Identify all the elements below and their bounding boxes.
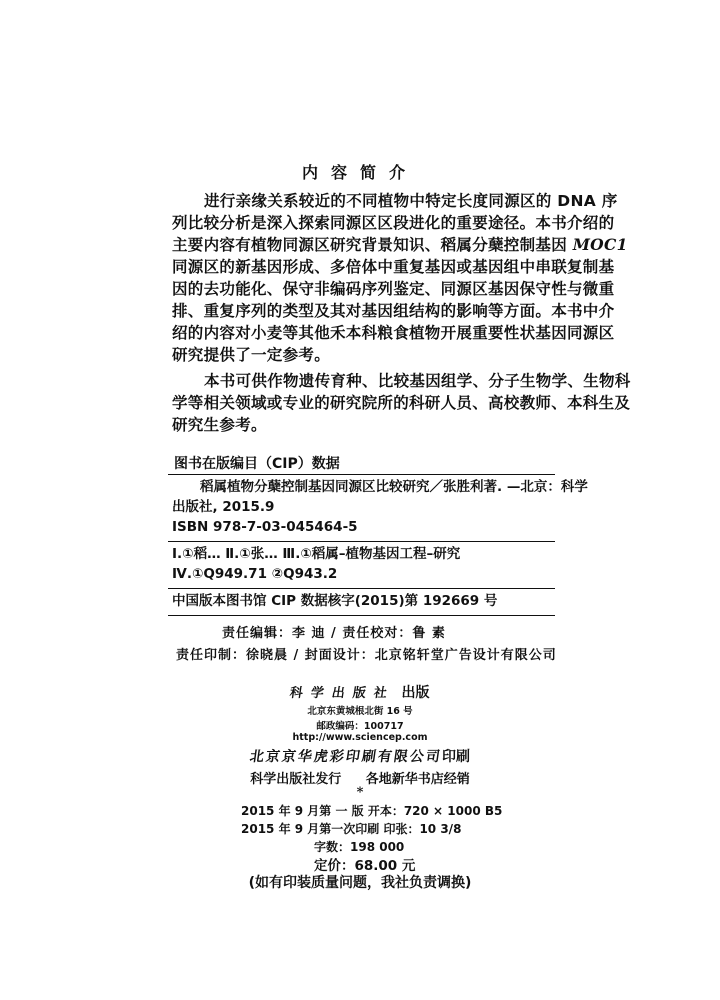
summary-line: 绍的内容对小麦等其他禾本科粮食植物开展重要性状基因同源区 <box>172 324 615 342</box>
quality-notice: (如有印装质量问题，我社负责调换) <box>248 875 472 891</box>
publisher-address: 北京东黄城根北街 16 号 <box>307 706 413 717</box>
publisher-suffix: 出版 <box>401 685 430 701</box>
cip-line: 稻属植物分蘖控制基因同源区比较研究／张胜利著. —北京：科学 <box>200 479 588 495</box>
divider <box>168 588 555 589</box>
cip-line: 出版社, 2015.9 <box>172 499 275 515</box>
cip-classification: Ⅳ.①Q949.71 ②Q943.2 <box>172 566 338 582</box>
cip-record-number: 中国版本图书馆 CIP 数据核字(2015)第 192669 号 <box>172 593 498 609</box>
gene-name: MOC1 <box>572 235 628 254</box>
word-count: 字数：198 000 <box>314 840 405 854</box>
divider <box>168 615 555 616</box>
summary-line-text: 主要内容有植物同源区研究背景知识、稻属分蘖控制基因 <box>172 236 573 254</box>
summary-line: 因的去功能化、保守非编码序列鉴定、同源区基因保守性与微重 <box>172 280 615 298</box>
distribution-line: 科学出版社发行 各地新华书店经销 <box>250 772 470 787</box>
summary-line: 列比较分析是深入探索同源区区段进化的重要途径。本书介绍的 <box>172 214 615 232</box>
price: 定价：68.00 元 <box>314 858 416 874</box>
publisher-url: http://www.sciencep.com <box>292 732 428 743</box>
summary-line: 学等相关领域或专业的研究院所的科研人员、高校教师、本科生及 <box>172 394 631 412</box>
credit-production: 责任印制：徐晓晨 / 封面设计：北京铭轩堂广告设计有限公司 <box>176 648 557 663</box>
printer-logo-text: 北京京华虎彩印刷有限公司 <box>248 749 443 765</box>
divider <box>168 541 555 542</box>
summary-line: 同源区的新基因形成、多倍体中重复基因或基因组中串联复制基 <box>172 258 615 276</box>
edition-line: 2015 年 9 月第 一 版 开本：720 × 1000 B5 <box>241 804 503 818</box>
summary-line: 研究提供了一定参考。 <box>172 346 331 364</box>
printer-name <box>0 746 720 766</box>
summary-line <box>172 234 628 256</box>
summary-title: 内容简介 <box>301 163 418 182</box>
summary-line: 进行亲缘关系较近的不同植物中特定长度同源区的 DNA 序 <box>204 192 618 210</box>
summary-line: 排、重复序列的类型及其对基因组结构的影响等方面。本书中介 <box>172 302 615 320</box>
cip-classification: Ⅰ.①稻… Ⅱ.①张… Ⅲ.①稻属–植物基因工程–研究 <box>172 546 461 562</box>
printing-line: 2015 年 9 月第一次印刷 印张：10 3/8 <box>241 822 462 836</box>
printer-suffix: 印刷 <box>442 749 470 765</box>
divider <box>168 474 555 475</box>
cip-heading: 图书在版编目（CIP）数据 <box>174 456 340 472</box>
separator-star: * <box>356 785 364 800</box>
credit-editors: 责任编辑：李 迪 / 责任校对：鲁 素 <box>222 626 446 641</box>
publisher-logo-text: 科学出版社 <box>289 686 397 701</box>
cip-isbn: ISBN 978-7-03-045464-5 <box>172 519 358 535</box>
publisher-name <box>0 682 720 702</box>
summary-line: 研究生参考。 <box>172 416 267 434</box>
publisher-postcode: 邮政编码：100717 <box>316 721 404 732</box>
summary-line: 本书可供作物遗传育种、比较基因组学、分子生物学、生物科 <box>204 372 631 390</box>
